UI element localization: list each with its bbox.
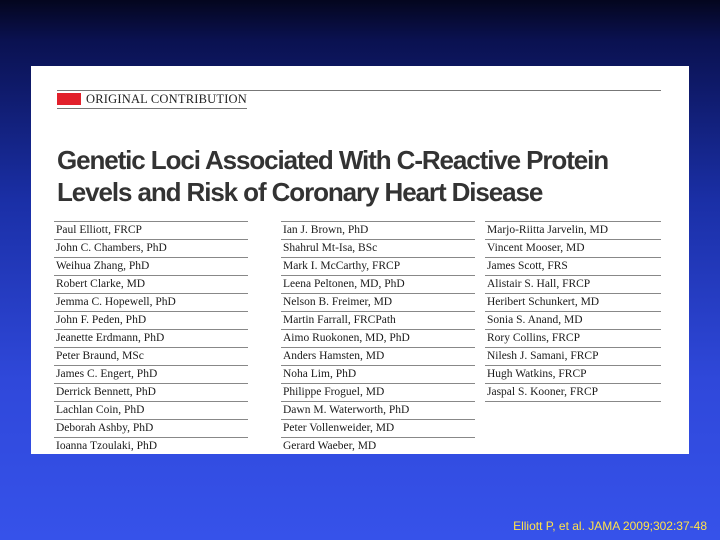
author-name: Anders Hamsten, MD bbox=[281, 348, 475, 366]
author-name: Mark I. McCarthy, FRCP bbox=[281, 258, 475, 276]
author-name: James C. Engert, PhD bbox=[54, 366, 248, 384]
author-name: John F. Peden, PhD bbox=[54, 312, 248, 330]
author-name: Shahrul Mt-Isa, BSc bbox=[281, 240, 475, 258]
author-name: Leena Peltonen, MD, PhD bbox=[281, 276, 475, 294]
author-name: Nelson B. Freimer, MD bbox=[281, 294, 475, 312]
author-name: Ioanna Tzoulaki, PhD bbox=[56, 440, 158, 452]
author-name: Nilesh J. Samani, FRCP bbox=[485, 348, 661, 366]
citation-text: Elliott P, et al. JAMA 2009;302:37-48 bbox=[513, 519, 707, 533]
author-name: Alistair S. Hall, FRCP bbox=[485, 276, 661, 294]
author-name: Marjo-Riitta Jarvelin, MD bbox=[485, 222, 661, 240]
author-name: Sonia S. Anand, MD bbox=[485, 312, 661, 330]
author-name: Jemma C. Hopewell, PhD bbox=[54, 294, 248, 312]
author-name: Hugh Watkins, FRCP bbox=[485, 366, 661, 384]
author-name: John C. Chambers, PhD bbox=[54, 240, 248, 258]
author-name: Martin Farrall, FRCPath bbox=[281, 312, 475, 330]
section-color-mark bbox=[57, 93, 81, 105]
author-name: Gerard Waeber, MD bbox=[283, 440, 377, 452]
section-top-rule bbox=[57, 90, 661, 91]
author-name: Jeanette Erdmann, PhD bbox=[54, 330, 248, 348]
author-name: Derrick Bennett, PhD bbox=[54, 384, 248, 402]
article-card bbox=[31, 66, 689, 454]
author-name: Deborah Ashby, PhD bbox=[54, 420, 248, 438]
author-name: Rory Collins, FRCP bbox=[485, 330, 661, 348]
author-name: Weihua Zhang, PhD bbox=[54, 258, 248, 276]
author-name: Paul Elliott, FRCP bbox=[54, 222, 248, 240]
author-column-2 bbox=[281, 221, 475, 455]
author-name: Vincent Mooser, MD bbox=[485, 240, 661, 258]
title-line-2: Levels and Risk of Coronary Heart Disease bbox=[57, 177, 543, 207]
section-label: ORIGINAL CONTRIBUTION bbox=[86, 92, 248, 106]
author-name: Aimo Ruokonen, MD, PhD bbox=[281, 330, 475, 348]
author-name: Lachlan Coin, PhD bbox=[54, 402, 248, 420]
author-name: Peter Braund, MSc bbox=[54, 348, 248, 366]
article-title bbox=[57, 144, 677, 208]
author-name: Philippe Froguel, MD bbox=[281, 384, 475, 402]
author-name: Dawn M. Waterworth, PhD bbox=[281, 402, 475, 420]
author-name: James Scott, FRS bbox=[485, 258, 661, 276]
author-name: Peter Vollenweider, MD bbox=[281, 420, 475, 438]
title-line-1: Genetic Loci Associated With C-Reactive Protein bbox=[57, 145, 609, 175]
section-underline bbox=[57, 108, 247, 109]
author-column-1 bbox=[54, 221, 248, 455]
author-name: Ian J. Brown, PhD bbox=[281, 222, 475, 240]
author-name: Heribert Schunkert, MD bbox=[485, 294, 661, 312]
author-column-3 bbox=[485, 221, 661, 402]
author-name: Jaspal S. Kooner, FRCP bbox=[485, 384, 661, 402]
author-name: Noha Lim, PhD bbox=[281, 366, 475, 384]
author-name: Robert Clarke, MD bbox=[54, 276, 248, 294]
